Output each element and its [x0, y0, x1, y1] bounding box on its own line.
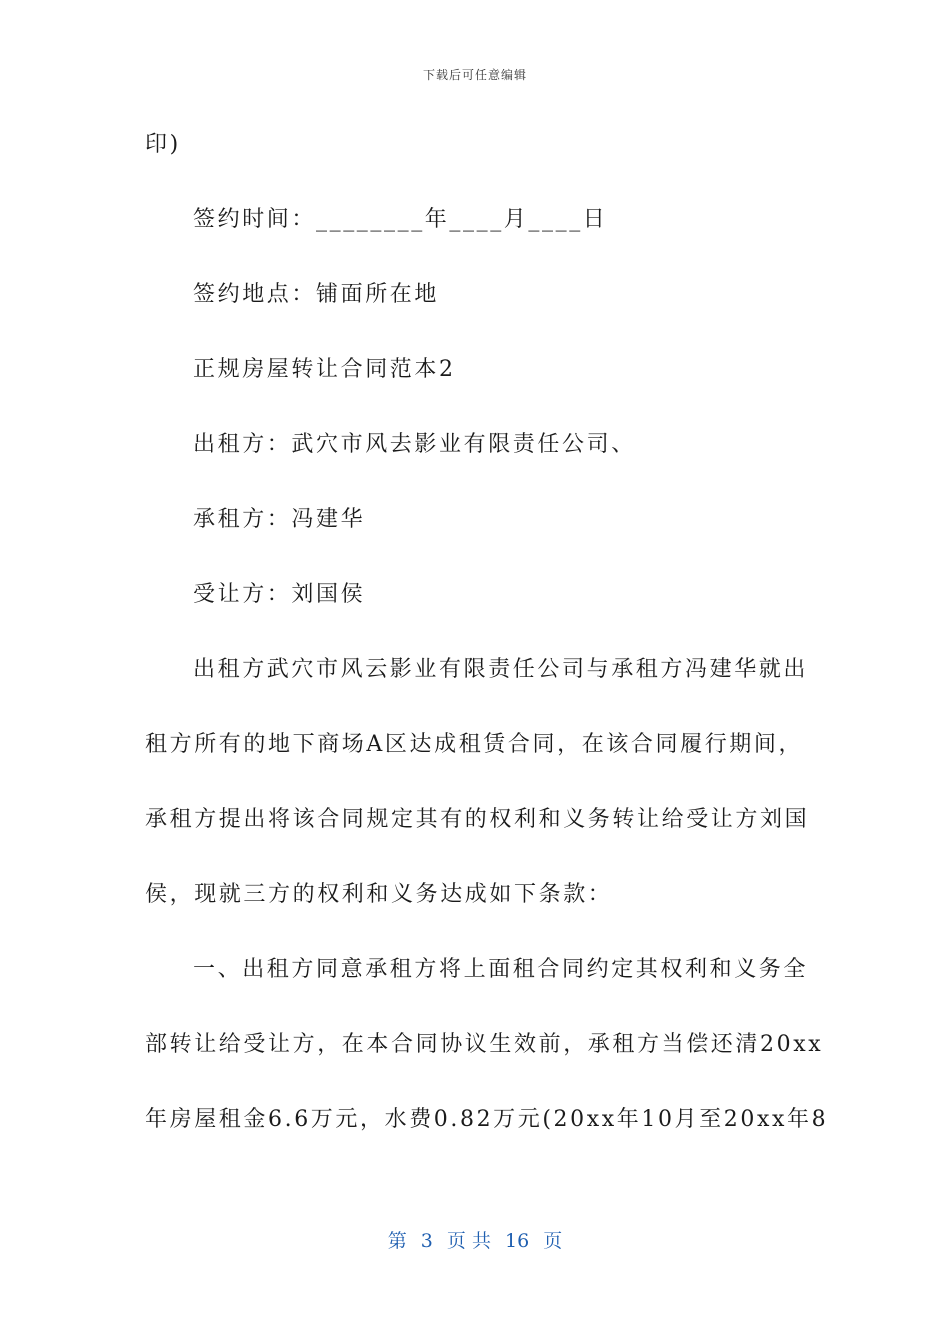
- footer-suffix: 页: [543, 1230, 563, 1252]
- text-line: 印): [145, 132, 181, 157]
- signing-place-line: 签约地点：铺面所在地: [193, 282, 440, 307]
- current-page-number: 3: [420, 1230, 433, 1252]
- clause-line: 年房屋租金6.6万元，水费0.82万元(20xx年10月至20xx年8: [145, 1107, 829, 1132]
- page-header-note: 下载后可任意编辑: [422, 68, 527, 82]
- transferee-line: 受让方：刘国侯: [193, 582, 366, 607]
- footer-prefix: 第: [387, 1230, 407, 1252]
- paragraph-line: 侯，现就三方的权利和义务达成如下条款：: [145, 882, 613, 907]
- section-title: 正规房屋转让合同范本2: [193, 357, 456, 382]
- paragraph-line: 租方所有的地下商场A区达成租赁合同，在该合同履行期间，: [145, 732, 804, 757]
- clause-line: 部转让给受让方，在本合同协议生效前，承租方当偿还清20xx: [145, 1032, 824, 1057]
- signing-time-line: 签约时间：________年____月____日: [193, 207, 608, 232]
- lessee-line: 承租方：冯建华: [193, 507, 366, 532]
- lessor-line: 出租方：武穴市风去影业有限责任公司、: [193, 432, 636, 457]
- clause-line: 一、出租方同意承租方将上面租合同约定其权利和义务全: [193, 957, 809, 982]
- page-number-footer: [0, 1226, 950, 1253]
- paragraph-line: 承租方提出将该合同规定其有的权利和义务转让给受让方刘国: [145, 807, 810, 832]
- footer-middle: 页 共: [446, 1230, 491, 1252]
- total-page-count: 16: [505, 1230, 530, 1252]
- paragraph-line: 出租方武穴市风云影业有限责任公司与承租方冯建华就出: [193, 657, 809, 682]
